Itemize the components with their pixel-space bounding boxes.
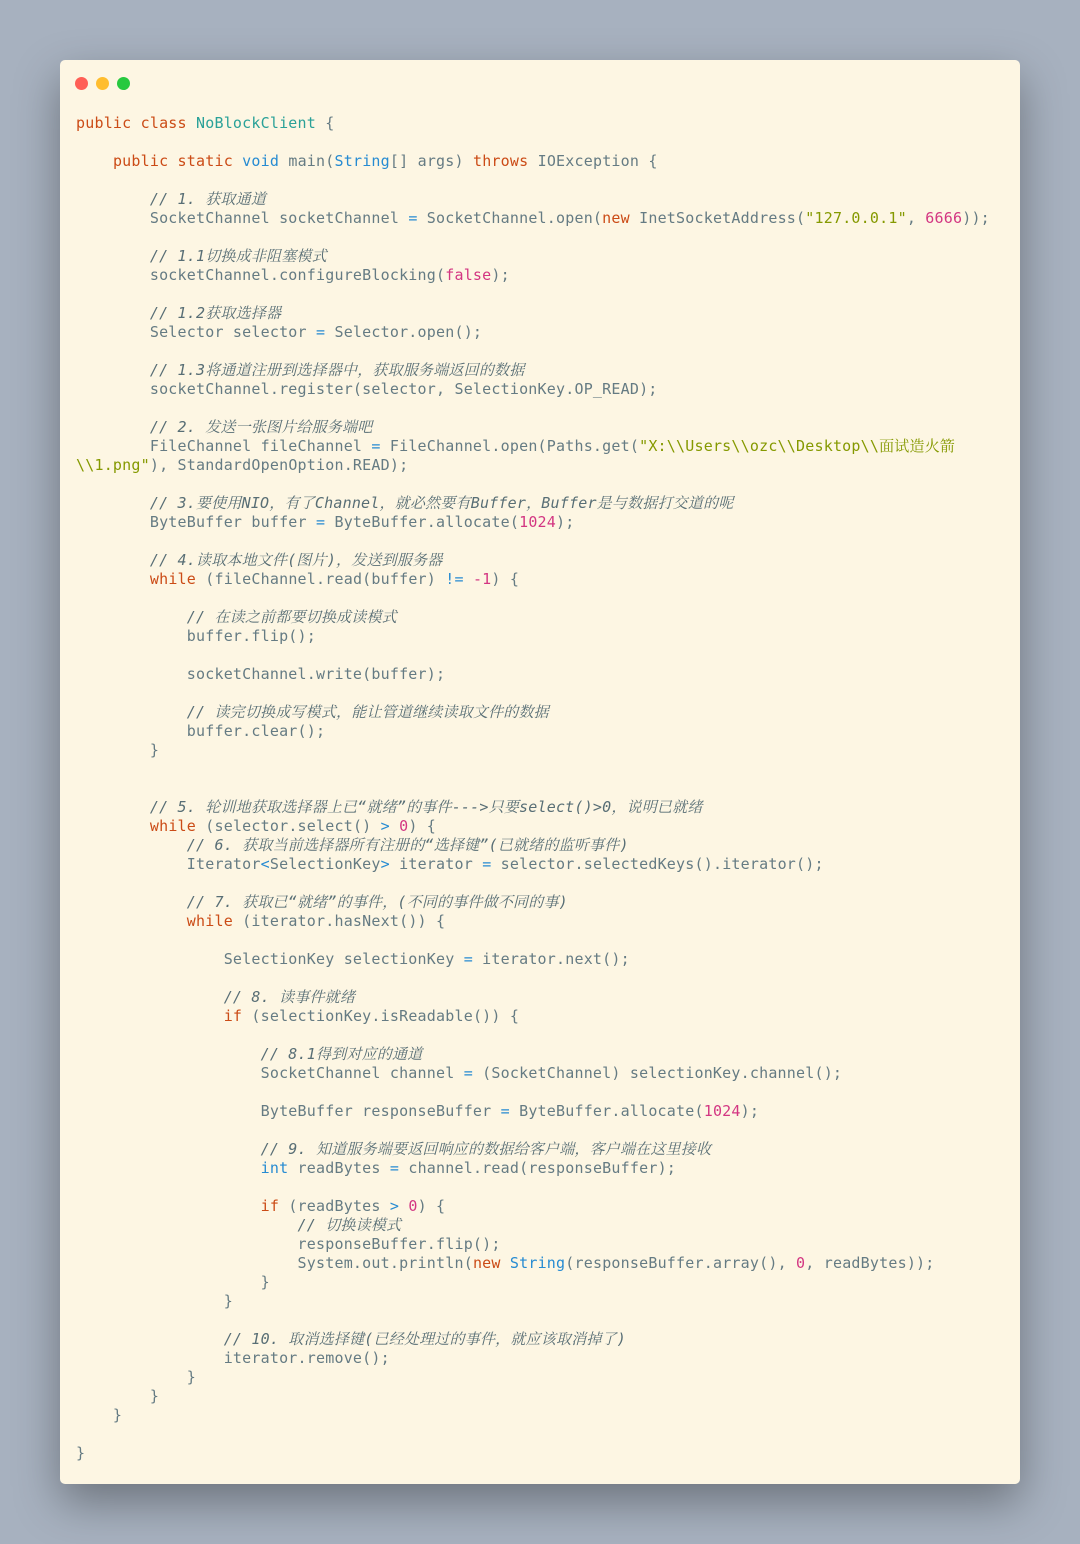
token-num: 0 (796, 1254, 806, 1272)
token-text: ) { (491, 570, 520, 588)
token-text: } (76, 741, 160, 759)
token-kw: new (602, 209, 630, 227)
token-text: SelectionKey (269, 855, 381, 873)
code-line (76, 1197, 1010, 1216)
token-cm: // 10. 取消选择键(已经处理过的事件，就应该取消掉了) (76, 1330, 626, 1348)
code-line (76, 152, 1010, 171)
token-cm: // 1. 获取通道 (76, 190, 267, 208)
blank-line (76, 171, 1010, 190)
token-text: Iterator (76, 855, 261, 873)
token-text (76, 1159, 261, 1177)
code-line (76, 912, 1010, 931)
token-op: = (482, 855, 492, 873)
code-line (76, 1140, 1010, 1159)
token-text: main( (279, 152, 335, 170)
token-num: 0 (408, 1197, 418, 1215)
code-line (76, 950, 1010, 969)
blank-line (76, 342, 1010, 361)
token-op: = (408, 209, 418, 227)
code-block (76, 114, 1010, 1463)
code-line (76, 494, 1010, 513)
token-ty: String (334, 152, 390, 170)
token-num: 1024 (519, 513, 557, 531)
token-kw: throws (472, 152, 529, 170)
code-line (76, 1444, 1010, 1463)
code-line (76, 988, 1010, 1007)
token-text: } (76, 1273, 270, 1291)
blank-line (76, 475, 1010, 494)
token-text: iterator (389, 855, 483, 873)
token-text: buffer.flip(); (76, 627, 316, 645)
blank-line (76, 1026, 1010, 1045)
token-cm: // 切换读模式 (76, 1216, 402, 1234)
code-line (76, 836, 1010, 855)
token-text: Selector selector (76, 323, 316, 341)
blank-line (76, 133, 1010, 152)
blank-line (76, 1425, 1010, 1444)
code-line (76, 304, 1010, 323)
token-text: socketChannel.configureBlocking( (76, 266, 446, 284)
token-kw: while (149, 817, 197, 835)
token-text (76, 570, 150, 588)
token-text: ); (491, 266, 510, 284)
token-text: readBytes (288, 1159, 390, 1177)
code-line (76, 266, 1010, 285)
token-text (76, 1197, 261, 1215)
token-text: [] args) (389, 152, 473, 170)
token-text: iterator.next(); (472, 950, 630, 968)
token-cm: // 4.读取本地文件(图片)，发送到服务器 (76, 551, 443, 569)
token-text: SocketChannel channel (76, 1064, 464, 1082)
code-line (76, 380, 1010, 399)
code-line (76, 1292, 1010, 1311)
token-cm: // 1.1切换成非阻塞模式 (76, 247, 327, 265)
token-text: FileChannel fileChannel (76, 437, 372, 455)
token-text: { (316, 114, 335, 132)
token-num: false (445, 266, 492, 284)
token-op: = (389, 1159, 400, 1177)
token-text (76, 912, 187, 930)
code-line (76, 513, 1010, 532)
token-op: = (463, 1064, 473, 1082)
code-line (76, 1064, 1010, 1083)
token-text (390, 817, 399, 835)
token-cls: NoBlockClient (196, 114, 316, 132)
code-line (76, 323, 1010, 342)
token-cm: // 在读之前都要切换成读模式 (76, 608, 397, 626)
token-op: = (463, 950, 473, 968)
token-text: (selectionKey.isReadable()) { (242, 1007, 520, 1025)
token-text: ByteBuffer.allocate( (325, 513, 520, 531)
token-text: Selector.open(); (325, 323, 483, 341)
token-cm: // 2. 发送一张图片给服务端吧 (76, 418, 373, 436)
token-text: } (76, 1292, 233, 1310)
code-line (76, 1007, 1010, 1026)
code-line (76, 1349, 1010, 1368)
code-line (76, 741, 1010, 760)
token-num: 6666 (925, 209, 963, 227)
code-line (76, 570, 1010, 589)
code-line (76, 456, 1010, 475)
code-line (76, 1330, 1010, 1349)
token-text: SocketChannel socketChannel (76, 209, 409, 227)
token-text: } (76, 1444, 86, 1462)
token-text (464, 570, 473, 588)
token-text: (responseBuffer.array(), (565, 1254, 797, 1272)
code-line (76, 1254, 1010, 1273)
code-window (60, 60, 1020, 1484)
token-str: "127.0.0.1" (805, 209, 907, 227)
token-text: selector.selectedKeys().iterator(); (491, 855, 824, 873)
token-cm: // 9. 知道服务端要返回响应的数据给客户端，客户端在这里接收 (76, 1140, 712, 1158)
blank-line (76, 874, 1010, 893)
code-line (76, 1406, 1010, 1425)
token-kw: if (223, 1007, 243, 1025)
token-text: ByteBuffer.allocate( (509, 1102, 704, 1120)
token-text: } (76, 1406, 123, 1424)
token-ty: void (242, 152, 280, 170)
blank-line (76, 589, 1010, 608)
code-line (76, 1273, 1010, 1292)
close-button[interactable] (75, 77, 88, 90)
token-text: )); (962, 209, 990, 227)
blank-line (76, 779, 1010, 798)
token-text (76, 152, 113, 170)
token-text: (iterator.hasNext()) { (232, 912, 446, 930)
blank-line (76, 1178, 1010, 1197)
blank-line (76, 399, 1010, 418)
token-cm: // 8. 读事件就绪 (76, 988, 356, 1006)
token-cm: // 读完切换成写模式，能让管道继续读取文件的数据 (76, 703, 549, 721)
token-cm: // 1.3将通道注册到选择器中，获取服务端返回的数据 (76, 361, 525, 379)
blank-line (76, 1121, 1010, 1140)
token-text: System.out.println( (76, 1254, 473, 1272)
code-line (76, 247, 1010, 266)
token-text: } (76, 1368, 196, 1386)
token-text: (readBytes (279, 1197, 390, 1215)
token-text: ), StandardOpenOption.READ); (149, 456, 409, 474)
token-op: = (371, 437, 381, 455)
token-text: SocketChannel.open( (417, 209, 603, 227)
token-text: , (906, 209, 926, 227)
code-line (76, 551, 1010, 570)
token-num: -1 (472, 570, 492, 588)
token-kw: public class (76, 114, 196, 132)
token-text (76, 817, 150, 835)
token-kw: if (260, 1197, 280, 1215)
token-op: < (260, 855, 270, 873)
token-text: } (76, 1387, 160, 1405)
blank-line (76, 760, 1010, 779)
code-line (76, 1387, 1010, 1406)
code-line (76, 190, 1010, 209)
code-line (76, 1235, 1010, 1254)
token-text: FileChannel.open(Paths.get( (380, 437, 640, 455)
code-line (76, 798, 1010, 817)
code-line (76, 627, 1010, 646)
code-line (76, 855, 1010, 874)
token-text: ByteBuffer responseBuffer (76, 1102, 501, 1120)
blank-line (76, 1311, 1010, 1330)
code-line (76, 1368, 1010, 1387)
token-op: = (316, 323, 326, 341)
code-line (76, 1045, 1010, 1064)
token-op: = (316, 513, 326, 531)
token-num: 0 (399, 817, 409, 835)
token-text: (SocketChannel) selectionKey.channel(); (472, 1064, 843, 1082)
code-line (76, 361, 1010, 380)
code-line (76, 1216, 1010, 1235)
code-line (76, 608, 1010, 627)
code-line (76, 722, 1010, 741)
token-text: iterator.remove(); (76, 1349, 390, 1367)
token-op: = (500, 1102, 510, 1120)
token-kw: while (149, 570, 197, 588)
token-text: IOException { (528, 152, 658, 170)
code-line (76, 209, 1010, 228)
token-text: responseBuffer.flip(); (76, 1235, 501, 1253)
token-text: socketChannel.write(buffer); (76, 665, 446, 683)
code-line (76, 1159, 1010, 1178)
token-str: "X:\\Users\\ozc\\Desktop\\面试造火箭 (639, 437, 956, 455)
token-str: \\1.png" (76, 456, 150, 474)
blank-line (76, 931, 1010, 950)
code-line (76, 437, 1010, 456)
minimize-button[interactable] (96, 77, 109, 90)
maximize-button[interactable] (117, 77, 130, 90)
token-op: != (445, 570, 464, 588)
token-ty: int (260, 1159, 289, 1177)
token-op: > (380, 817, 390, 835)
code-line (76, 114, 1010, 133)
token-cm: // 1.2获取选择器 (76, 304, 282, 322)
token-cm: // 3.要使用NIO，有了Channel，就必然要有Buffer，Buffer是与数据打交道的呢 (76, 494, 734, 512)
blank-line (76, 228, 1010, 247)
blank-line (76, 684, 1010, 703)
code-line (76, 418, 1010, 437)
token-text: InetSocketAddress( (629, 209, 806, 227)
code-line (76, 665, 1010, 684)
blank-line (76, 969, 1010, 988)
token-text: ) { (417, 1197, 446, 1215)
token-cm: // 5. 轮训地获取选择器上已“就绪”的事件--->只要select()>0，说明已就绪 (76, 798, 703, 816)
token-ty: String (509, 1254, 566, 1272)
blank-line (76, 285, 1010, 304)
code-line (76, 1102, 1010, 1121)
token-kw: public static (112, 152, 243, 170)
blank-line (76, 1083, 1010, 1102)
token-text: (fileChannel.read(buffer) (196, 570, 446, 588)
token-text: ByteBuffer buffer (76, 513, 316, 531)
token-op: > (389, 1197, 400, 1215)
token-kw: new (472, 1254, 501, 1272)
token-text (76, 1007, 224, 1025)
code-line (76, 817, 1010, 836)
token-text: SelectionKey selectionKey (76, 950, 464, 968)
token-cm: // 6. 获取当前选择器所有注册的“选择键”(已就绪的监听事件) (76, 836, 629, 854)
token-num: 1024 (703, 1102, 741, 1120)
token-text: ) { (408, 817, 437, 835)
token-text: , readBytes)); (805, 1254, 935, 1272)
token-text: ); (740, 1102, 760, 1120)
blank-line (76, 646, 1010, 665)
token-text (399, 1197, 408, 1215)
blank-line (76, 532, 1010, 551)
code-line (76, 893, 1010, 912)
window-controls (75, 75, 138, 88)
token-op: > (380, 855, 390, 873)
token-kw: while (186, 912, 233, 930)
token-cm: // 7. 获取已“就绪”的事件，(不同的事件做不同的事) (76, 893, 568, 911)
token-text (501, 1254, 510, 1272)
token-text: buffer.clear(); (76, 722, 326, 740)
token-text: channel.read(responseBuffer); (399, 1159, 677, 1177)
token-text: ); (556, 513, 575, 531)
token-text: (selector.select() (196, 817, 381, 835)
token-cm: // 8.1得到对应的通道 (76, 1045, 423, 1063)
code-line (76, 703, 1010, 722)
token-text: socketChannel.register(selector, SelectionKey.OP_READ); (76, 380, 658, 398)
